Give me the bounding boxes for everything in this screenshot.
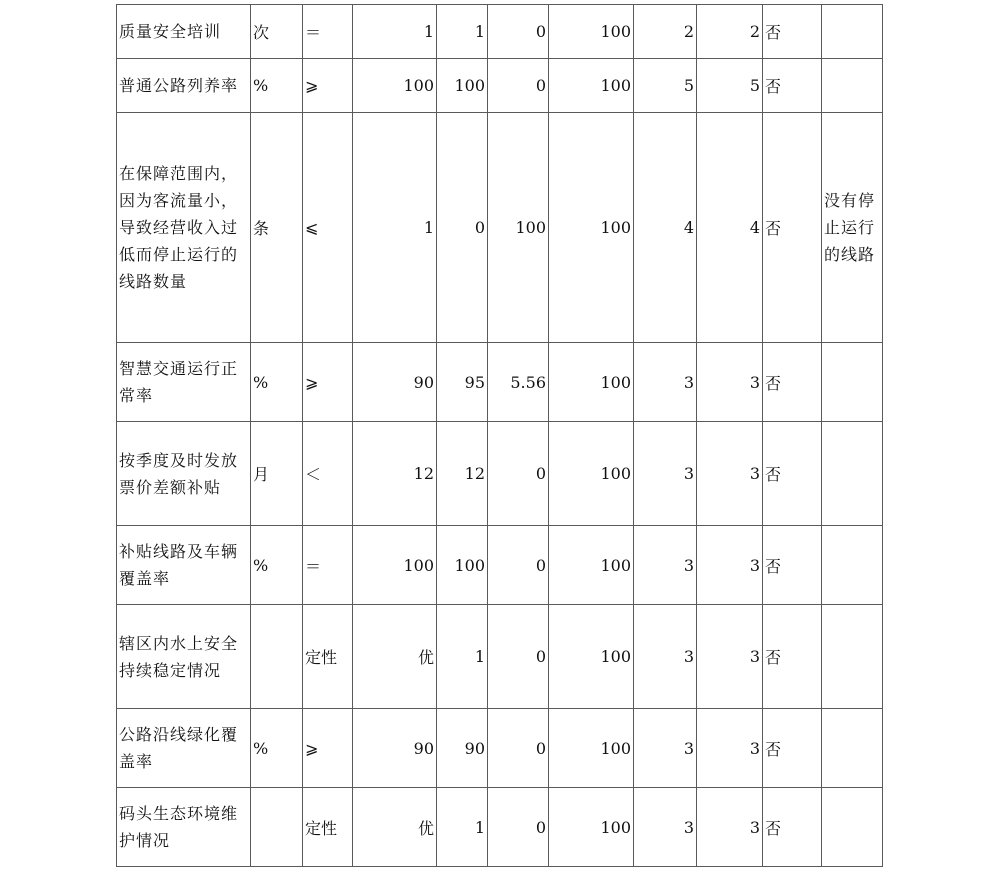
performance-table	[116, 4, 883, 867]
note-cell	[822, 788, 883, 867]
table-body	[117, 5, 883, 867]
weight-cell: 3	[634, 526, 697, 605]
completion-rate-cell: 100	[549, 5, 634, 59]
note-cell	[822, 343, 883, 422]
table-row	[117, 605, 883, 709]
note-cell	[822, 605, 883, 709]
flag-cell: 否	[763, 709, 822, 788]
flag-cell: 否	[763, 526, 822, 605]
weight-cell: 3	[634, 605, 697, 709]
actual-value-cell: 1	[437, 788, 488, 867]
weight-cell: 3	[634, 343, 697, 422]
table-row	[117, 788, 883, 867]
completion-rate-cell: 100	[549, 526, 634, 605]
unit-cell: 条	[251, 113, 303, 343]
score-cell: 3	[697, 343, 763, 422]
actual-value-cell: 90	[437, 709, 488, 788]
unit-cell	[251, 605, 303, 709]
target-value-cell: 100	[353, 526, 437, 605]
score-cell: 4	[697, 113, 763, 343]
operator-cell: ⩾	[303, 59, 353, 113]
target-value-cell: 优	[353, 788, 437, 867]
actual-value-cell: 1	[437, 5, 488, 59]
weight-cell: 3	[634, 788, 697, 867]
indicator-name-cell: 质量安全培训	[117, 5, 251, 59]
deviation-cell: 0	[488, 422, 549, 526]
completion-rate-cell: 100	[549, 422, 634, 526]
target-value-cell: 1	[353, 5, 437, 59]
weight-cell: 3	[634, 709, 697, 788]
table-row	[117, 343, 883, 422]
table-row	[117, 59, 883, 113]
completion-rate-cell: 100	[549, 788, 634, 867]
note-cell: 没有停 止运行 的线路	[822, 113, 883, 343]
score-cell: 3	[697, 788, 763, 867]
flag-cell: 否	[763, 113, 822, 343]
actual-value-cell: 12	[437, 422, 488, 526]
score-cell: 2	[697, 5, 763, 59]
unit-cell: %	[251, 59, 303, 113]
completion-rate-cell: 100	[549, 709, 634, 788]
target-value-cell: 1	[353, 113, 437, 343]
score-cell: 5	[697, 59, 763, 113]
target-value-cell: 90	[353, 709, 437, 788]
unit-cell: %	[251, 709, 303, 788]
weight-cell: 5	[634, 59, 697, 113]
flag-cell: 否	[763, 422, 822, 526]
indicator-name-cell: 辖区内水上安全 持续稳定情况	[117, 605, 251, 709]
note-cell	[822, 709, 883, 788]
unit-cell	[251, 788, 303, 867]
deviation-cell: 100	[488, 113, 549, 343]
unit-cell: %	[251, 343, 303, 422]
deviation-cell: 0	[488, 709, 549, 788]
indicator-name-cell: 智慧交通运行正 常率	[117, 343, 251, 422]
indicator-name-cell: 按季度及时发放 票价差额补贴	[117, 422, 251, 526]
unit-cell: %	[251, 526, 303, 605]
actual-value-cell: 1	[437, 605, 488, 709]
operator-cell: ＝	[303, 5, 353, 59]
flag-cell: 否	[763, 343, 822, 422]
deviation-cell: 0	[488, 605, 549, 709]
unit-cell: 次	[251, 5, 303, 59]
completion-rate-cell: 100	[549, 113, 634, 343]
note-cell	[822, 5, 883, 59]
completion-rate-cell: 100	[549, 605, 634, 709]
completion-rate-cell: 100	[549, 59, 634, 113]
deviation-cell: 0	[488, 526, 549, 605]
operator-cell: ⩽	[303, 113, 353, 343]
indicator-name-cell: 码头生态环境维 护情况	[117, 788, 251, 867]
note-cell	[822, 526, 883, 605]
deviation-cell: 0	[488, 788, 549, 867]
score-cell: 3	[697, 709, 763, 788]
deviation-cell: 0	[488, 59, 549, 113]
target-value-cell: 优	[353, 605, 437, 709]
weight-cell: 3	[634, 422, 697, 526]
operator-cell: ⩾	[303, 343, 353, 422]
indicator-name-cell: 在保障范围内， 因为客流量小， 导致经营收入过 低而停止运行的 线路数量	[117, 113, 251, 343]
operator-cell: ＝	[303, 526, 353, 605]
flag-cell: 否	[763, 788, 822, 867]
note-cell	[822, 422, 883, 526]
deviation-cell: 0	[488, 5, 549, 59]
deviation-cell: 5.56	[488, 343, 549, 422]
flag-cell: 否	[763, 605, 822, 709]
actual-value-cell: 95	[437, 343, 488, 422]
table-row	[117, 526, 883, 605]
actual-value-cell: 0	[437, 113, 488, 343]
actual-value-cell: 100	[437, 59, 488, 113]
indicator-name-cell: 普通公路列养率	[117, 59, 251, 113]
flag-cell: 否	[763, 59, 822, 113]
score-cell: 3	[697, 526, 763, 605]
unit-cell: 月	[251, 422, 303, 526]
operator-cell: ⩾	[303, 709, 353, 788]
table-row	[117, 422, 883, 526]
weight-cell: 2	[634, 5, 697, 59]
target-value-cell: 100	[353, 59, 437, 113]
score-cell: 3	[697, 422, 763, 526]
operator-cell: 定性	[303, 605, 353, 709]
table-row	[117, 5, 883, 59]
table-row	[117, 113, 883, 343]
note-cell	[822, 59, 883, 113]
indicator-name-cell: 补贴线路及车辆 覆盖率	[117, 526, 251, 605]
target-value-cell: 90	[353, 343, 437, 422]
actual-value-cell: 100	[437, 526, 488, 605]
flag-cell: 否	[763, 5, 822, 59]
operator-cell: 定性	[303, 788, 353, 867]
indicator-name-cell: 公路沿线绿化覆 盖率	[117, 709, 251, 788]
target-value-cell: 12	[353, 422, 437, 526]
score-cell: 3	[697, 605, 763, 709]
table-row	[117, 709, 883, 788]
weight-cell: 4	[634, 113, 697, 343]
operator-cell: ＜	[303, 422, 353, 526]
completion-rate-cell: 100	[549, 343, 634, 422]
